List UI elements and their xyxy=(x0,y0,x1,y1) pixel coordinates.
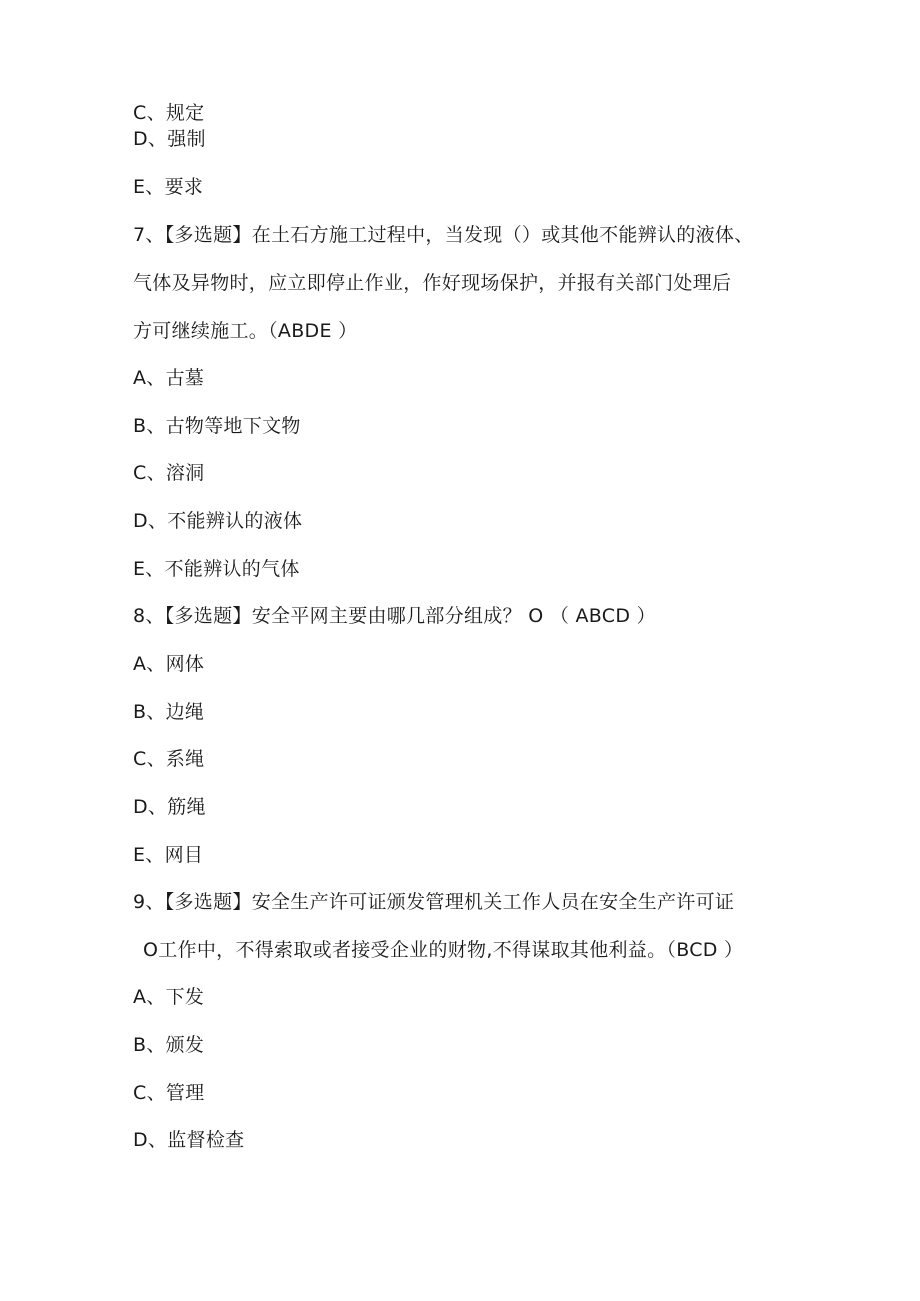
q9-option-d: D、监督检查 xyxy=(133,1129,245,1151)
q8-option-d: D、筋绳 xyxy=(133,796,206,818)
option-c-guiding: C、规定 xyxy=(133,102,205,124)
q8-option-a: A、网体 xyxy=(133,653,205,675)
question-7-line-2: 气体及异物时，应立即停止作业，作好现场保护，并报有关部门处理后 xyxy=(133,272,732,294)
q7-option-d: D、不能辨认的液体 xyxy=(133,510,303,532)
question-9-line-2: O工作中，不得索取或者接受企业的财物,不得谋取其他利益。（BCD ） xyxy=(143,939,744,961)
question-8: 8、【多选题】安全平网主要由哪几部分组成？ O （ ABCD ） xyxy=(133,605,656,627)
q9-option-b: B、颁发 xyxy=(133,1034,205,1056)
question-9-line-1: 9、【多选题】安全生产许可证颁发管理机关工作人员在安全生产许可证 xyxy=(133,891,735,913)
question-7-line-3: 方可继续施工。（ABDE ） xyxy=(133,320,358,342)
q7-option-b: B、古物等地下文物 xyxy=(133,415,301,437)
q8-option-b: B、边绳 xyxy=(133,701,205,723)
q9-option-c: C、管理 xyxy=(133,1082,205,1104)
option-e-yaoqiu: E、要求 xyxy=(133,176,204,198)
q7-option-e: E、不能辨认的气体 xyxy=(133,558,300,580)
q7-option-c: C、溶洞 xyxy=(133,462,205,484)
question-7-line-1: 7、【多选题】在土石方施工过程中，当发现（）或其他不能辨认的液体、 xyxy=(133,224,754,246)
q8-option-e: E、网目 xyxy=(133,844,204,866)
option-d-qiangzhi: D、强制 xyxy=(133,128,206,150)
q8-option-c: C、系绳 xyxy=(133,748,205,770)
q9-option-a: A、下发 xyxy=(133,986,205,1008)
q7-option-a: A、古墓 xyxy=(133,367,205,389)
